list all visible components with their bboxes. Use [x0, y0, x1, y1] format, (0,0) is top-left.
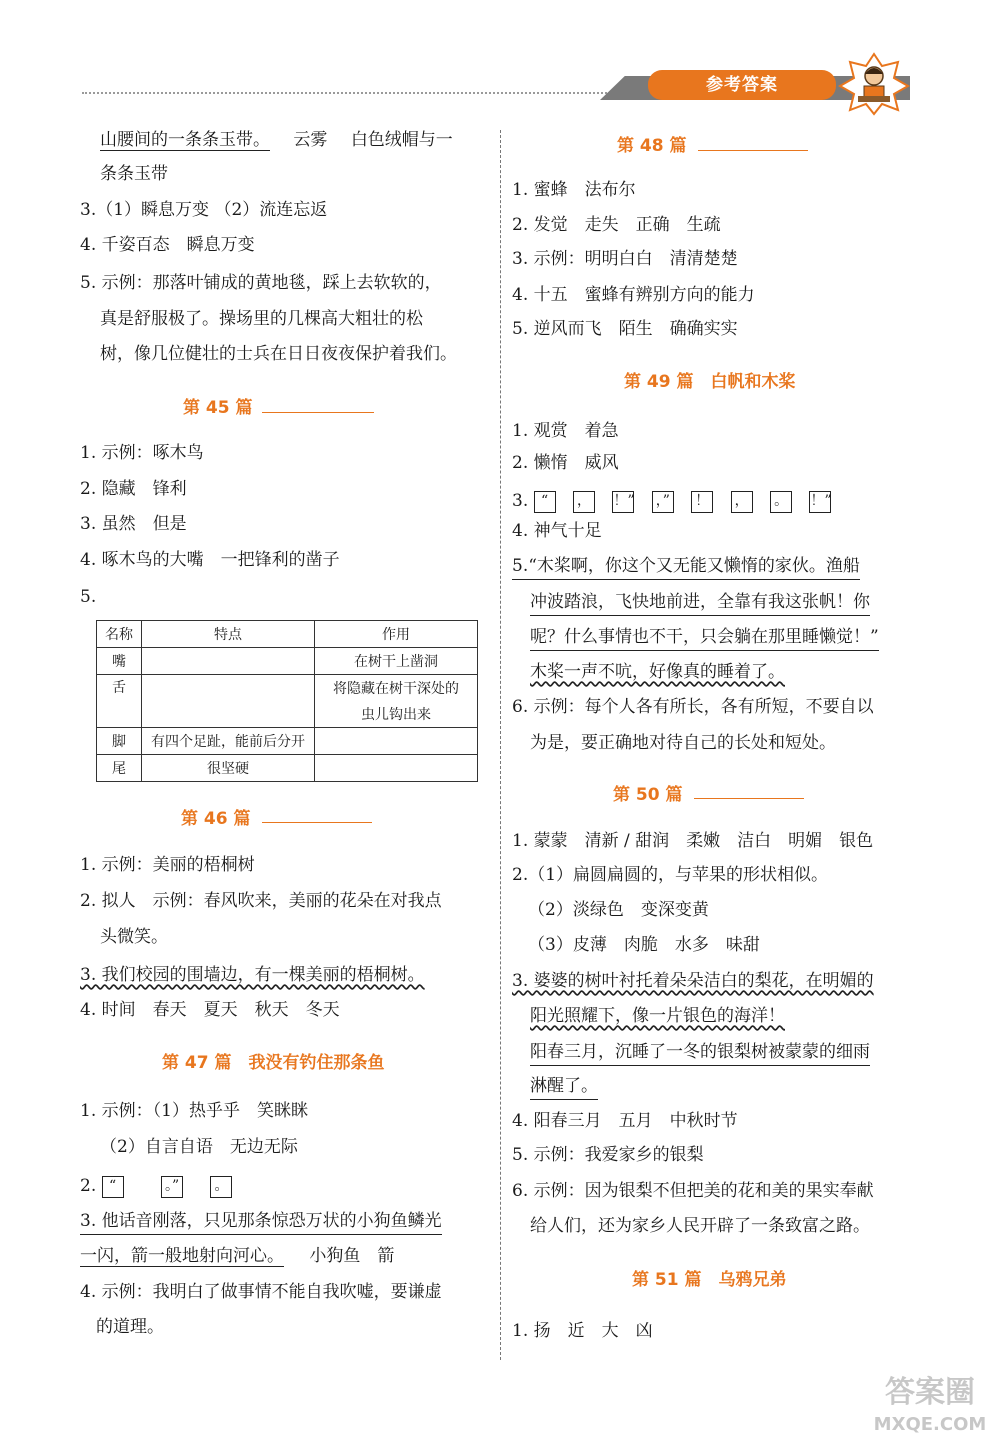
table-cell: 尾 — [97, 755, 142, 782]
s49-item1: 1. 观赏 着急 — [512, 421, 619, 441]
section-blank-45 — [262, 412, 374, 413]
mascot-icon — [838, 52, 910, 116]
left-q5-line3: 树，像几位健壮的士兵在日日夜夜保护着我们。 — [100, 344, 457, 364]
table-cell: 有四个足趾，能前后分开 — [142, 728, 315, 755]
s46-item1: 1. 示例：美丽的梧桐树 — [80, 855, 255, 875]
s50-item4: 4. 阳春三月 五月 中秋时节 — [512, 1111, 738, 1131]
watermark-text-2: MXQE.COM — [873, 1414, 987, 1435]
s49-item6: 6. 示例：每个人各有所长，各有所短，不要自以 — [512, 697, 874, 717]
table-row — [97, 728, 478, 755]
table-cell — [315, 728, 478, 755]
s48-item2: 2. 发觉 走失 正确 生疏 — [512, 215, 721, 235]
section-blank-48 — [698, 150, 808, 151]
s50-item3-line4: 淋醒了。 — [530, 1073, 598, 1100]
left-q4: 4. 千姿百态 瞬息万变 — [80, 235, 255, 255]
table-cell: 在树干上凿洞 — [315, 648, 478, 675]
s50-item6: 6. 示例：因为银梨不但把美的花和美的果实奉献 — [512, 1181, 874, 1201]
punct-box: ， — [731, 491, 753, 513]
s49-item5-line2: 冲波踏浪，飞快地前进，全靠有我这张帆！你 — [530, 589, 870, 616]
s47-item2 — [80, 1173, 244, 1199]
s47-item3-underlined: 一闪，箭一般地射向河心。 — [80, 1246, 284, 1266]
header-dotted-line — [82, 92, 642, 94]
s49-item3 — [512, 488, 843, 514]
s49-item5-line3: 呢？什么事情也不干，只会躺在那里睡懒觉！” — [530, 624, 879, 651]
table-cell: 舌 — [97, 675, 142, 728]
s49-item5-line4: 木桨一声不吭，好像真的睡着了。 — [530, 662, 785, 682]
punct-box: ！ — [691, 491, 713, 513]
s47-item3: 3. 他话音刚落，只见那条惊恐万状的小狗鱼鳞光 — [80, 1208, 442, 1235]
s46-item2: 2. 拟人 示例：春风吹来，美丽的花朵在对我点 — [80, 891, 442, 911]
s49-item6-cont: 为是，要正确地对待自己的长处和短处。 — [530, 733, 836, 753]
s48-item4: 4. 十五 蜜蜂有辨别方向的能力 — [512, 285, 755, 305]
feature-table — [96, 620, 478, 782]
table-cell: 脚 — [97, 728, 142, 755]
punct-box: ！” — [612, 491, 634, 513]
s46-item3: 3. 我们校园的围墙边，有一棵美丽的梧桐树。 — [80, 965, 425, 985]
section-title-47: 第 47 篇 我没有钓住那条鱼 — [162, 1053, 385, 1073]
s45-item3: 3. 虽然 但是 — [80, 514, 187, 534]
s45-item5: 5. — [80, 587, 97, 607]
table-cell — [142, 648, 315, 675]
punct-box: 。” — [161, 1176, 183, 1198]
s51-item1: 1. 扬 近 大 凶 — [512, 1321, 653, 1341]
s47-item4-cont: 的道理。 — [96, 1317, 164, 1337]
s48-item5: 5. 逆风而飞 陌生 确确实实 — [512, 319, 738, 339]
left-q5-line2: 真是舒服极了。操场里的几棵高大粗壮的松 — [100, 309, 423, 329]
punct-box: 。 — [770, 491, 792, 513]
s47-item2-label: 2. — [80, 1176, 97, 1196]
punct-box: ， — [573, 491, 595, 513]
table-header: 名称 — [97, 621, 142, 648]
s45-item1: 1. 示例：啄木鸟 — [80, 443, 204, 463]
section-title-50: 第 50 篇 — [613, 785, 683, 805]
section-title-46: 第 46 篇 — [181, 809, 251, 829]
punct-box: ！” — [809, 491, 831, 513]
table-cell — [315, 755, 478, 782]
section-title-49: 第 49 篇 白帆和木桨 — [624, 372, 796, 392]
s50-item3-line1: 3. 婆婆的树叶衬托着朵朵洁白的梨花，在明媚的 — [512, 971, 874, 991]
s48-item3: 3. 示例：明明白白 清清楚楚 — [512, 249, 738, 269]
left-cont-answer-c: 白色绒帽与一 — [350, 130, 453, 150]
s50-item2c: （3）皮薄 肉脆 水多 味甜 — [528, 935, 760, 955]
s46-item4: 4. 时间 春天 夏天 秋天 冬天 — [80, 1000, 340, 1020]
s50-item2b: （2）淡绿色 变深变黄 — [528, 900, 709, 920]
section-title-51: 第 51 篇 乌鸦兄弟 — [632, 1270, 787, 1290]
punct-box: “ — [534, 491, 556, 513]
section-title-48: 第 48 篇 — [617, 136, 687, 156]
s50-item3-line2: 阳光照耀下，像一片银色的海洋！ — [530, 1006, 785, 1026]
s49-item5-line1: 5.“木桨啊，你这个又无能又懒惰的家伙。渔船 — [512, 553, 860, 580]
s50-item3-line3: 阳春三月，沉睡了一冬的银梨树被蒙蒙的细雨 — [530, 1039, 870, 1066]
s50-item6-cont: 给人们，还为家乡人民开辟了一条致富之路。 — [530, 1216, 870, 1236]
watermark-logo — [870, 1360, 990, 1440]
table-header: 特点 — [142, 621, 315, 648]
punct-box: ，” — [652, 491, 674, 513]
table-header: 作用 — [315, 621, 478, 648]
table-row — [97, 648, 478, 675]
table-cell: 嘴 — [97, 648, 142, 675]
punct-box: 。 — [210, 1176, 232, 1198]
left-cont-answer-a: 山腰间的一条条玉带。 — [100, 130, 270, 150]
s47-item3-answer: 小狗鱼 箭 — [309, 1246, 395, 1266]
s50-item1: 1. 蒙蒙 清新 / 甜润 柔嫩 洁白 明媚 银色 — [512, 831, 874, 851]
s48-item1: 1. 蜜蜂 法布尔 — [512, 180, 636, 200]
s45-item2: 2. 隐藏 锋利 — [80, 479, 187, 499]
table-cell: 将隐藏在树干深处的 — [315, 675, 478, 702]
column-divider — [500, 130, 501, 1360]
watermark-text-1: 答案圈 — [885, 1375, 975, 1410]
section-title-45: 第 45 篇 — [183, 398, 253, 418]
table-cell — [142, 675, 315, 728]
table-cell: 虫儿钩出来 — [315, 701, 478, 728]
s47-item1: 1. 示例：（1）热乎乎 笑眯眯 — [80, 1101, 308, 1121]
left-q3: 3.（1）瞬息万变 （2）流连忘返 — [80, 200, 328, 220]
s50-item2: 2.（1）扁圆扁圆的，与苹果的形状相似。 — [512, 865, 829, 885]
s47-item3-cont — [80, 1243, 394, 1269]
section-blank-46 — [262, 822, 372, 823]
left-cont-answer-b: 云雾 — [293, 130, 328, 150]
table-cell: 很坚硬 — [142, 755, 315, 782]
left-continued-line2: 条条玉带 — [100, 164, 168, 184]
left-continued-line1 — [100, 127, 453, 153]
s49-item3-label: 3. — [512, 491, 529, 511]
table-row — [97, 755, 478, 782]
s50-item5: 5. 示例：我爱家乡的银梨 — [512, 1145, 704, 1165]
punct-box: “ — [102, 1176, 124, 1198]
s47-item4: 4. 示例：我明白了做事情不能自我吹嘘，要谦虚 — [80, 1282, 442, 1302]
s47-item1b: （2）自言自语 无边无际 — [100, 1137, 298, 1157]
s49-item2: 2. 懒惰 威风 — [512, 453, 619, 473]
s46-item2-cont: 头微笑。 — [100, 927, 168, 947]
section-blank-50 — [694, 798, 804, 799]
s49-item4: 4. 神气十足 — [512, 521, 602, 541]
table-row — [97, 675, 478, 702]
table-header-row — [97, 621, 478, 648]
s45-item4: 4. 啄木鸟的大嘴 一把锋利的凿子 — [80, 550, 340, 570]
header-badge: 参考答案 — [648, 70, 836, 100]
left-q5-line1: 5. 示例：那落叶铺成的黄地毯，踩上去软软的， — [80, 273, 442, 293]
